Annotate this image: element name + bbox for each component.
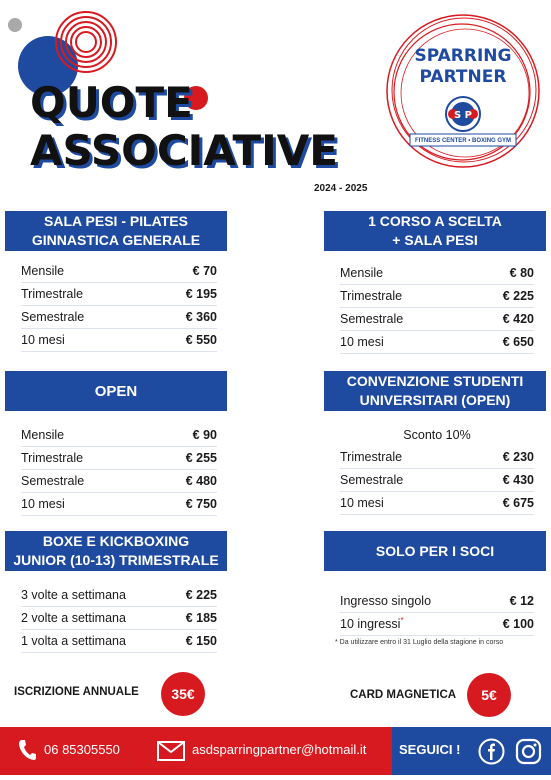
footer-bar xyxy=(0,727,551,775)
row-label: Mensile xyxy=(21,264,65,278)
price-row xyxy=(340,492,534,515)
page-title-line2: ASSOCIATIVE xyxy=(30,126,338,175)
card-boxe-rows xyxy=(21,584,217,653)
price-row xyxy=(21,424,217,447)
card-corso-title-2: + SALA PESI xyxy=(392,232,478,248)
card-soci xyxy=(324,531,546,646)
price-row xyxy=(340,446,534,469)
instagram-icon[interactable] xyxy=(515,738,542,765)
row-price: € 480 xyxy=(185,474,217,488)
card-corso-title-1: 1 CORSO A SCELTA xyxy=(368,213,502,229)
price-row xyxy=(340,613,534,636)
card-sala-pesi-title-1: SALA PESI - PILATES xyxy=(44,213,188,229)
facebook-icon[interactable] xyxy=(478,738,505,765)
follow-label: SEGUICI ! xyxy=(399,742,461,757)
row-price: € 150 xyxy=(185,634,217,648)
card-sala-pesi-header xyxy=(5,211,227,251)
page-title-line1: QUOTE xyxy=(30,78,193,127)
card-studenti-rows xyxy=(340,424,534,515)
iscrizione-label: ISCRIZIONE ANNUALE xyxy=(14,686,139,698)
price-row xyxy=(21,630,217,653)
sparring-partner-logo xyxy=(382,10,544,172)
logo-text-partner: PARTNER xyxy=(419,67,507,87)
card-sala-pesi-rows xyxy=(21,260,217,352)
price-row xyxy=(21,260,217,283)
iscrizione-price-badge: 35€ xyxy=(161,672,205,716)
grey-dot-decoration xyxy=(8,18,22,32)
row-price: € 225 xyxy=(502,289,534,303)
card-studenti-header xyxy=(324,371,546,411)
card-boxe xyxy=(5,531,227,653)
row-price: € 750 xyxy=(185,497,217,511)
row-price: € 100 xyxy=(502,617,534,631)
row-price: € 195 xyxy=(185,287,217,301)
row-label: Trimestrale xyxy=(340,289,403,303)
price-row xyxy=(21,447,217,470)
price-row xyxy=(21,329,217,352)
row-price: € 650 xyxy=(502,335,534,349)
row-label: 10 mesi xyxy=(21,333,65,347)
red-rings-decoration xyxy=(52,8,120,76)
row-label: Trimestrale xyxy=(21,451,84,465)
price-row xyxy=(21,283,217,306)
row-label: Trimestrale xyxy=(340,450,403,464)
price-row xyxy=(21,470,217,493)
row-label: Ingresso singolo xyxy=(340,594,432,608)
card-open xyxy=(5,371,227,516)
row-price: € 70 xyxy=(192,264,217,278)
row-label: 10 mesi xyxy=(340,496,384,510)
price-row xyxy=(340,469,534,492)
logo-text-sparring: SPARRING xyxy=(414,46,512,66)
email-link[interactable]: asdsparringpartner@hotmail.it xyxy=(192,742,367,757)
card-soci-header xyxy=(324,531,546,571)
row-price: € 430 xyxy=(502,473,534,487)
row-label: Semestrale xyxy=(340,473,404,487)
price-row xyxy=(21,306,217,329)
card-open-rows xyxy=(21,424,217,516)
card-sala-pesi-title-2: GINNASTICA GENERALE xyxy=(31,232,201,248)
season-label: 2024 - 2025 xyxy=(314,183,368,194)
row-label: 10 mesi xyxy=(21,497,65,511)
row-label: 1 volta a settimana xyxy=(21,634,126,648)
row-label: 10 mesi xyxy=(340,335,384,349)
price-row xyxy=(21,493,217,516)
row-label: 3 volte a settimana xyxy=(21,588,126,602)
price-row xyxy=(340,285,534,308)
row-label: Trimestrale xyxy=(21,287,84,301)
row-label: Semestrale xyxy=(340,312,404,326)
card-magnetica-price-badge: 5€ xyxy=(467,673,511,717)
price-row xyxy=(21,584,217,607)
row-label: Mensile xyxy=(340,266,384,280)
row-label: Mensile xyxy=(21,428,65,442)
card-open-header xyxy=(5,371,227,411)
price-row xyxy=(21,607,217,630)
sconto-label: Sconto 10% xyxy=(403,428,471,442)
card-corso-header xyxy=(324,211,546,251)
card-soci-title: SOLO PER I SOCI xyxy=(375,542,495,559)
row-label: Semestrale xyxy=(21,474,85,488)
card-soci-rows xyxy=(340,590,534,636)
card-corso-rows xyxy=(340,262,534,354)
price-row xyxy=(340,308,534,331)
footnote: * Da utilizzare entro il 31 Luglio della stagione in corso xyxy=(335,639,504,646)
row-label-text: 10 ingressi xyxy=(340,617,401,632)
row-price: € 225 xyxy=(185,588,217,602)
card-open-title: OPEN xyxy=(94,382,138,400)
row-label: Semestrale xyxy=(21,310,85,324)
card-studenti-title-2: UNIVERSITARI (OPEN) xyxy=(359,392,511,408)
row-price: € 360 xyxy=(185,310,217,324)
row-price: € 230 xyxy=(502,450,534,464)
row-label: 2 volte a settimana xyxy=(21,611,126,625)
asterisk-mark: * xyxy=(400,616,404,626)
card-boxe-title-2: JUNIOR (10-13) TRIMESTRALE xyxy=(13,552,219,568)
row-price: € 90 xyxy=(192,428,217,442)
row-price: € 420 xyxy=(502,312,534,326)
row-price: € 12 xyxy=(509,594,534,608)
row-price: € 550 xyxy=(185,333,217,347)
card-boxe-header xyxy=(5,531,227,571)
logo-subtitle: FITNESS CENTER • BOXING GYM xyxy=(414,138,512,144)
phone-number[interactable]: 06 85305550 xyxy=(44,742,120,757)
row-price: € 255 xyxy=(185,451,217,465)
row-price: € 185 xyxy=(185,611,217,625)
price-row xyxy=(340,262,534,285)
card-studenti-title-1: CONVENZIONE STUDENTI xyxy=(346,373,524,389)
card-magnetica-label: CARD MAGNETICA xyxy=(350,689,457,701)
card-studenti xyxy=(324,371,546,515)
card-boxe-title-1: BOXE E KICKBOXING xyxy=(42,533,190,549)
price-row xyxy=(340,331,534,354)
phone-icon xyxy=(18,739,36,761)
row-label xyxy=(340,616,404,631)
price-row xyxy=(340,590,534,613)
mail-icon xyxy=(157,741,185,761)
row-price: € 675 xyxy=(502,496,534,510)
row-price: € 80 xyxy=(509,266,534,280)
card-sala-pesi xyxy=(5,211,227,352)
card-corso xyxy=(324,211,546,354)
svg-text:S P: S P xyxy=(453,110,473,121)
